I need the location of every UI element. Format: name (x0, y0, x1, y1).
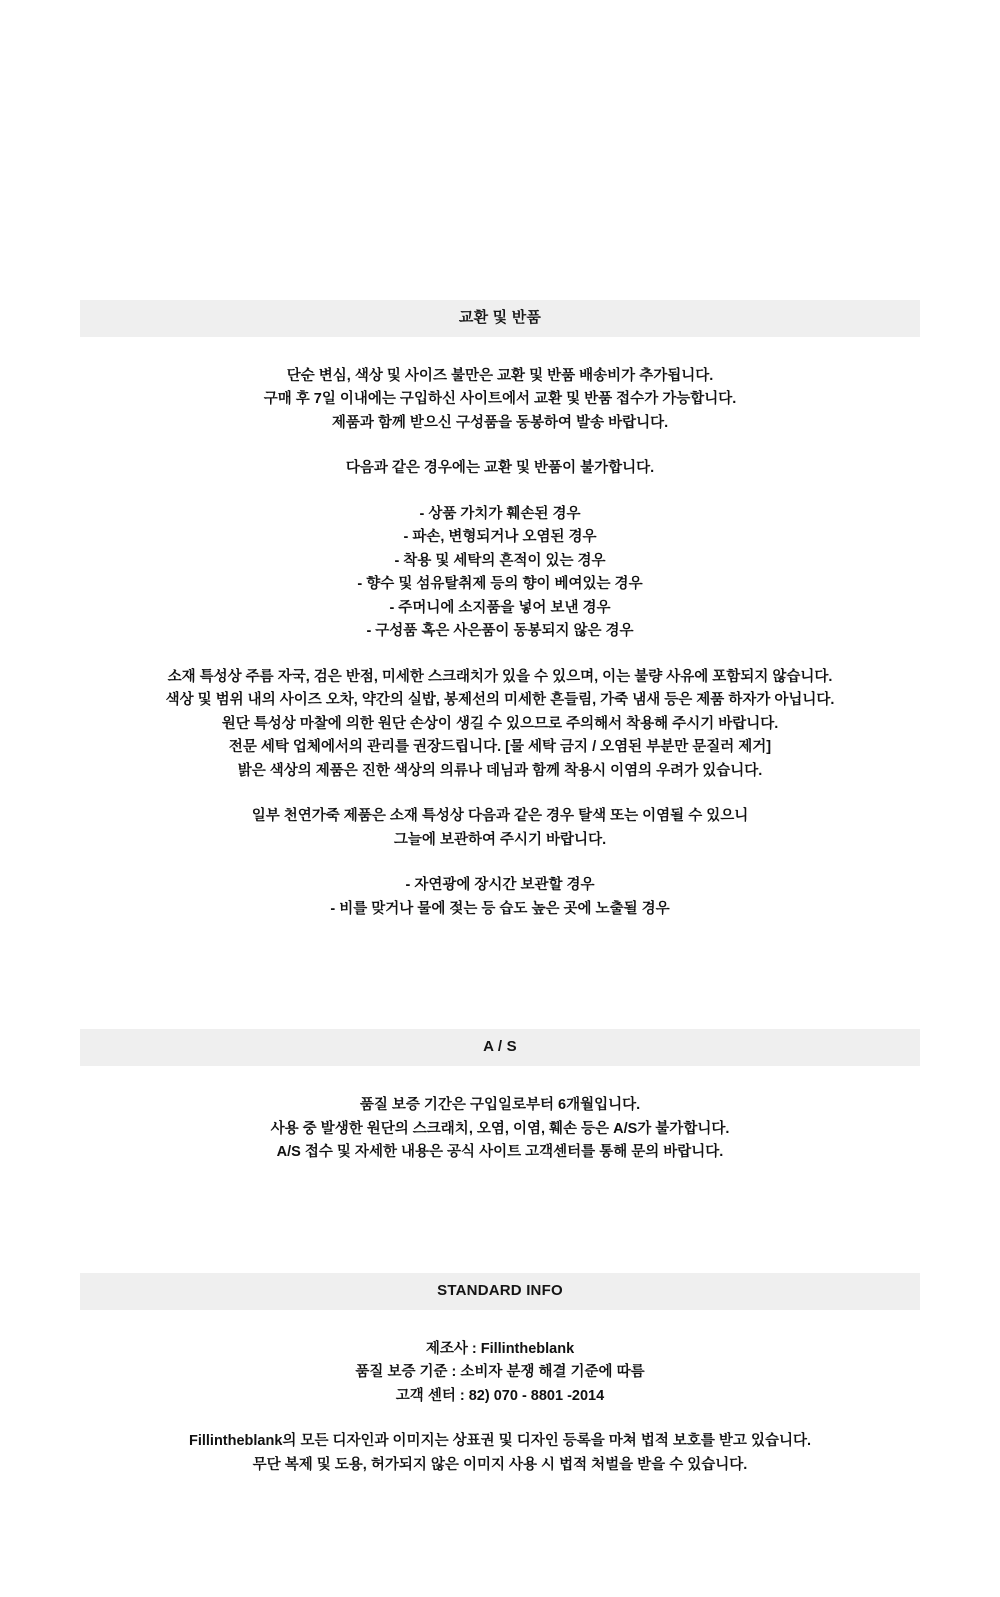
text-line: 제품과 함께 받으신 구성품을 동봉하여 발송 바랍니다. (331, 414, 669, 431)
list-item: - 파손, 변형되거나 오염된 경우 (403, 529, 597, 546)
text-line: 품질 보증 기간은 구입일로부터 6개월입니다. (359, 1097, 641, 1114)
list-item: - 자연광에 장시간 보관할 경우 (405, 877, 595, 894)
text-line: 밝은 색상의 제품은 진한 색상의 의류나 데님과 함께 착용시 이염의 우려가 있습니다. (237, 762, 763, 779)
text-line: A/S 접수 및 자세한 내용은 공식 사이트 고객센터를 통해 문의 바랍니다. (276, 1144, 724, 1161)
section-header-standard-info: STANDARD INFO (80, 1273, 920, 1310)
text-line: 다음과 같은 경우에는 교환 및 반품이 불가합니다. (345, 460, 655, 477)
text-line: 제조사 : Fillintheblank (425, 1340, 575, 1357)
text-line: 일부 천연가죽 제품은 소재 특성상 다음과 같은 경우 탈색 또는 이염될 수 있으니 (251, 808, 749, 825)
leather-care-warning-list (80, 874, 920, 921)
text-line: 단순 변심, 색상 및 사이즈 불만은 교환 및 반품 배송비가 추가됩니다. (286, 368, 714, 384)
copyright-notice (80, 1430, 920, 1477)
text-line: 구매 후 7일 이내에는 구입하신 사이트에서 교환 및 반품 접수가 가능합니다. (263, 391, 737, 408)
text-line: 사용 중 발생한 원단의 스크래치, 오염, 이염, 훼손 등은 A/S가 불가합니다. (270, 1120, 730, 1137)
text-line: 색상 및 범위 내의 사이즈 오차, 약간의 실밥, 봉제선의 미세한 흔들림, 가죽 냄새 등은 제품 하자가 아닙니다. (165, 692, 835, 709)
company-info-text (80, 1338, 920, 1408)
section-header-as: A / S (80, 1029, 920, 1066)
material-characteristics-notes (80, 666, 920, 783)
leather-care-warning-title (80, 805, 920, 852)
list-item: - 향수 및 섬유탈취제 등의 향이 베여있는 경우 (357, 576, 643, 593)
list-item: - 비를 맞거나 물에 젖는 등 습도 높은 곳에 노출될 경우 (330, 900, 670, 917)
list-item: - 착용 및 세탁의 흔적이 있는 경우 (394, 552, 606, 569)
exchange-not-allowed-list (80, 503, 920, 644)
text-line: Fillintheblank의 모든 디자인과 이미지는 상표권 및 디자인 등록을 마쳐 법적 보호를 받고 있습니다. (188, 1433, 812, 1450)
text-line: 무단 복제 및 도용, 허가되지 않은 이미지 사용 시 법적 처벌을 받을 수 있습니다. (252, 1456, 748, 1473)
list-item: - 상품 가치가 훼손된 경우 (419, 505, 581, 522)
text-line: 소재 특성상 주름 자국, 검은 반점, 미세한 스크래치가 있을 수 있으며, 이는 불량 사유에 포함되지 않습니다. (167, 668, 833, 685)
exchange-not-allowed-title (80, 457, 920, 480)
text-line: 그늘에 보관하여 주시기 바랍니다. (393, 831, 607, 848)
section-header-exchange-return: 교환 및 반품 (80, 300, 920, 337)
list-item: - 주머니에 소지품을 넣어 보낸 경우 (389, 599, 611, 616)
text-line: 품질 보증 기준 : 소비자 분쟁 해결 기준에 따름 (355, 1364, 645, 1381)
customer-center-phone: 고객 센터 : 82) 070 - 8801 -2014 (395, 1387, 605, 1404)
as-info-text (80, 1094, 920, 1164)
exchange-intro-text (80, 365, 920, 435)
list-item: - 구성품 혹은 사은품이 동봉되지 않은 경우 (366, 623, 634, 640)
text-line: 원단 특성상 마찰에 의한 원단 손상이 생길 수 있으므로 주의해서 착용해 주시기 바랍니다. (221, 715, 779, 732)
policy-content (80, 0, 920, 1597)
text-line: 전문 세탁 업체에서의 관리를 권장드립니다. [물 세탁 금지 / 오염된 부분만 문질러 제거] (228, 739, 772, 756)
